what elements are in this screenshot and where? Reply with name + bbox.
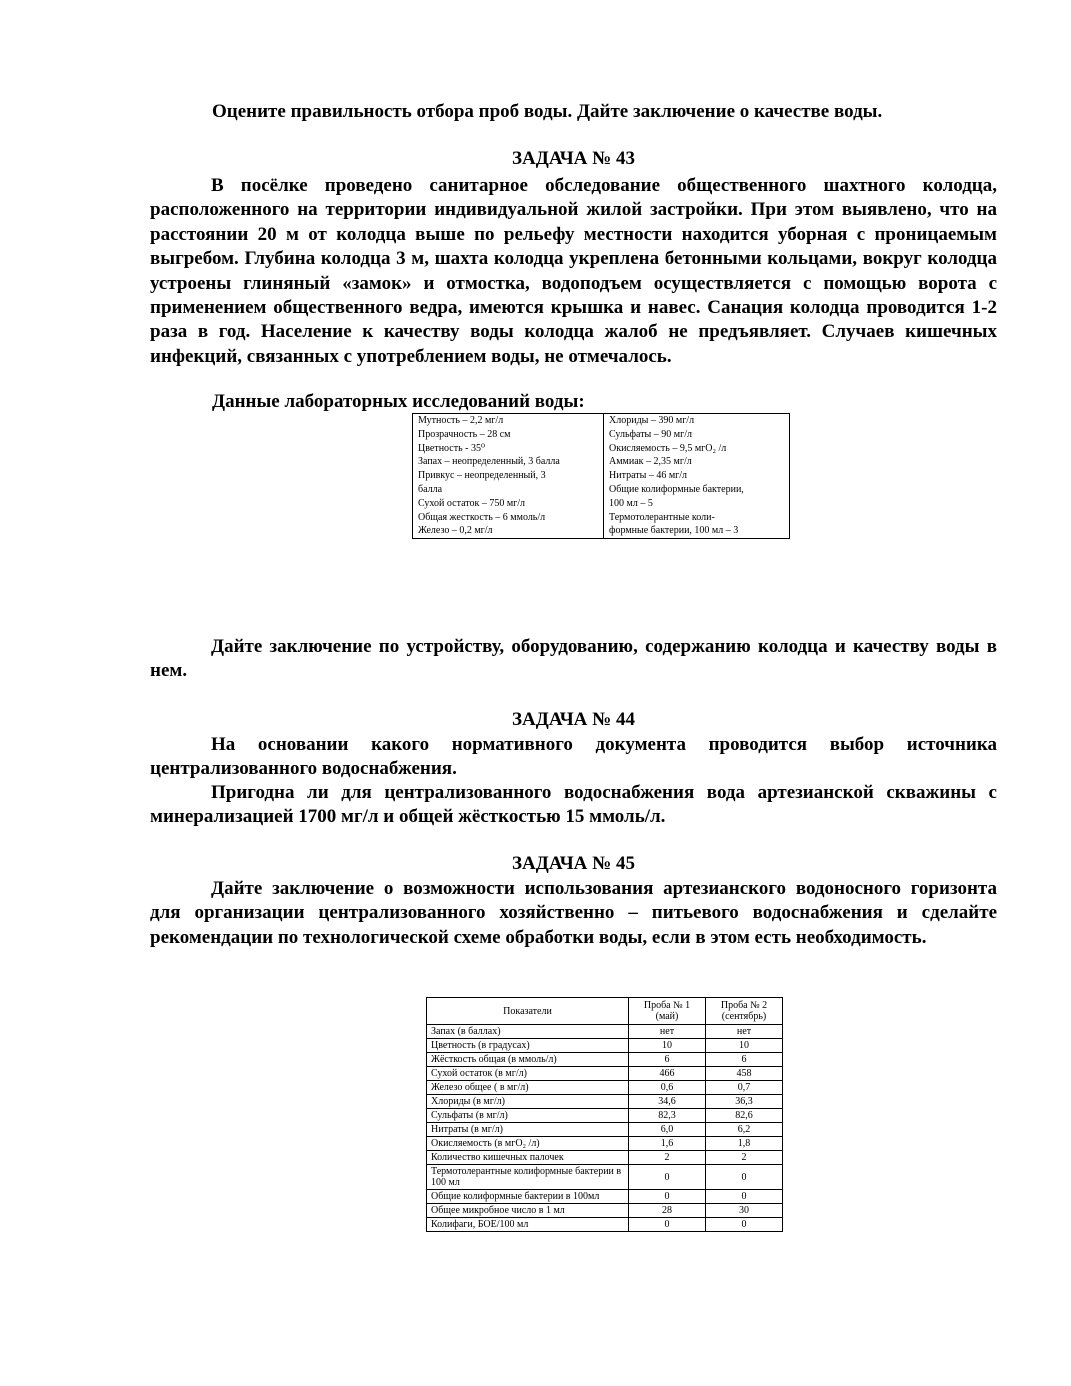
- sample-value-cell: 82,3: [629, 1109, 706, 1123]
- table-row: [427, 1218, 783, 1232]
- sample-value-cell: 0: [629, 1190, 706, 1204]
- sample-value-cell: 30: [706, 1204, 783, 1218]
- lab-item: Привкус – неопределенный, 3: [418, 470, 546, 482]
- lab-results-table: [412, 413, 790, 539]
- lab-item: Мутность – 2,2 мг/л: [418, 415, 504, 426]
- lab-item: Аммиак – 2,35 мг/л: [609, 456, 692, 468]
- table-row: [427, 1190, 783, 1204]
- table-row: [427, 1039, 783, 1053]
- table-row: [427, 1123, 783, 1137]
- lab-heading: Данные лабораторных исследований воды:: [212, 391, 585, 412]
- indicator-name-cell: Жёсткость общая (в ммоль/л): [427, 1053, 629, 1067]
- indicator-name-cell: Окисляемость (в мгO₂ /л): [427, 1137, 629, 1151]
- sample-value-cell: 0: [629, 1218, 706, 1232]
- table-row: [427, 1165, 783, 1190]
- lab-item: Железо – 0,2 мг/л: [418, 525, 493, 537]
- sample-value-cell: 1,8: [706, 1137, 783, 1151]
- sample-value-cell: 6,0: [629, 1123, 706, 1137]
- table-header-row: [427, 998, 783, 1025]
- sample-value-cell: 6: [629, 1053, 706, 1067]
- lab-item: Цветность - 35⁰: [418, 442, 486, 454]
- header-sample-1: Проба № 1 (май): [629, 998, 706, 1025]
- task44-title: ЗАДАЧА № 44: [512, 709, 635, 730]
- task45-paragraph: Дайте заключение о возможности использования артезианского водоносного горизонта для организации централизованного хозяйственно – питьевого водоснабжения и сделайте рекомендации по технологической схеме обработки воды, если в этом есть необходимость.: [150, 878, 997, 948]
- sample-value-cell: 6,2: [706, 1123, 783, 1137]
- sample-value-cell: 6: [706, 1053, 783, 1067]
- indicator-name-cell: Термотолерантные колиформные бактерии в 100 мл: [427, 1165, 629, 1190]
- indicators-table: [426, 997, 783, 1232]
- lab-item: Прозрачность – 28 см: [418, 428, 511, 440]
- sample-value-cell: 458: [706, 1067, 783, 1081]
- sample-value-cell: 34,6: [629, 1095, 706, 1109]
- task45-title: ЗАДАЧА № 45: [512, 853, 635, 874]
- lab-item: Сульфаты – 90 мг/л: [609, 428, 692, 440]
- sample-value-cell: 0: [706, 1165, 783, 1190]
- indicator-name-cell: Цветность (в градусах): [427, 1039, 629, 1053]
- sample-value-cell: 0,6: [629, 1081, 706, 1095]
- lab-item: Окисляемость – 9,5 мгO₂ /л: [609, 442, 727, 454]
- task44-paragraph-1: На основании какого нормативного документа проводится выбор источника централизованного водоснабжения.: [150, 734, 997, 780]
- sample-value-cell: 466: [629, 1067, 706, 1081]
- lab-item: Сухой остаток – 750 мг/л: [418, 497, 526, 509]
- task43-paragraph: В посёлке проведено санитарное обследование общественного шахтного колодца, расположенного на территории индивидуальной жилой застройки. При этом выявлено, что на расстоянии 20 м от колодца выше по рельефу местности находится уборная с проницаемым выгребом. Глубина колодца 3 м, шахта колодца укреплена бетонными кольцами, вокруг колодца устроены глиняный «замок» и отмостка, водоподъем осуществляется с помощью ворота с применением общественного ведра, имеются крышка и навес. Санация колодца проводится 1-2 раза в год. Население к качеству воды колодца жалоб не предъявляет. Случаев кишечных инфекций, связанных с употреблением воды, не отмечалось.: [150, 175, 997, 367]
- lab-item: балла: [418, 483, 443, 495]
- intro-line: Оцените правильность отбора проб воды. Дайте заключение о качестве воды.: [212, 101, 883, 122]
- indicator-name-cell: Колифаги, БОЕ/100 мл: [427, 1218, 629, 1232]
- lab-item: Общая жесткость – 6 ммоль/л: [418, 511, 546, 523]
- table-row: [427, 1025, 783, 1039]
- lab-item: Нитраты – 46 мг/л: [609, 470, 688, 482]
- sample-value-cell: 0: [706, 1218, 783, 1232]
- sample-value-cell: 28: [629, 1204, 706, 1218]
- indicator-name-cell: Сульфаты (в мг/л): [427, 1109, 629, 1123]
- table-row: [427, 1095, 783, 1109]
- sample-value-cell: 2: [629, 1151, 706, 1165]
- indicator-name-cell: Общее микробное число в 1 мл: [427, 1204, 629, 1218]
- table-row: [427, 1151, 783, 1165]
- sample-value-cell: нет: [706, 1025, 783, 1039]
- table-row: [427, 1053, 783, 1067]
- sample-value-cell: нет: [629, 1025, 706, 1039]
- indicator-name-cell: Нитраты (в мг/л): [427, 1123, 629, 1137]
- task43-title: ЗАДАЧА № 43: [512, 148, 635, 169]
- indicator-name-cell: Общие колиформные бактерии в 100мл: [427, 1190, 629, 1204]
- sample-value-cell: 82,6: [706, 1109, 783, 1123]
- indicator-name-cell: Количество кишечных палочек: [427, 1151, 629, 1165]
- lab-item: 100 мл – 5: [609, 497, 653, 509]
- lab-item: формные бактерии, 100 мл – 3: [609, 525, 739, 537]
- lab-item: Общие колиформные бактерии,: [609, 483, 744, 495]
- indicator-name-cell: Сухой остаток (в мг/л): [427, 1067, 629, 1081]
- table-row: [427, 1109, 783, 1123]
- lab-left-column: [413, 414, 604, 539]
- indicator-name-cell: Хлориды (в мг/л): [427, 1095, 629, 1109]
- task43-conclusion: Дайте заключение по устройству, оборудованию, содержанию колодца и качеству воды в нем.: [150, 636, 997, 682]
- sample-value-cell: 1,6: [629, 1137, 706, 1151]
- header-indicators: Показатели: [427, 998, 629, 1025]
- sample-value-cell: 10: [706, 1039, 783, 1053]
- header-sample-2: Проба № 2 (сентябрь): [706, 998, 783, 1025]
- lab-right-column: [604, 414, 790, 539]
- sample-value-cell: 0,7: [706, 1081, 783, 1095]
- table-row: [427, 1081, 783, 1095]
- lab-item: Хлориды – 390 мг/л: [609, 415, 695, 426]
- sample-value-cell: 36,3: [706, 1095, 783, 1109]
- table-row: [427, 1204, 783, 1218]
- sample-value-cell: 0: [706, 1190, 783, 1204]
- lab-item: Термотолерантные коли-: [609, 511, 715, 523]
- indicator-name-cell: Запах (в баллах): [427, 1025, 629, 1039]
- task44-paragraph-2: Пригодна ли для централизованного водоснабжения вода артезианской скважины с минерализацией 1700 мг/л и общей жёсткостью 15 ммоль/л.: [150, 782, 997, 828]
- sample-value-cell: 2: [706, 1151, 783, 1165]
- table-row: [427, 1137, 783, 1151]
- lab-item: Запах – неопределенный, 3 балла: [418, 456, 560, 468]
- sample-value-cell: 0: [629, 1165, 706, 1190]
- table-row: [427, 1067, 783, 1081]
- indicator-name-cell: Железо общее ( в мг/л): [427, 1081, 629, 1095]
- sample-value-cell: 10: [629, 1039, 706, 1053]
